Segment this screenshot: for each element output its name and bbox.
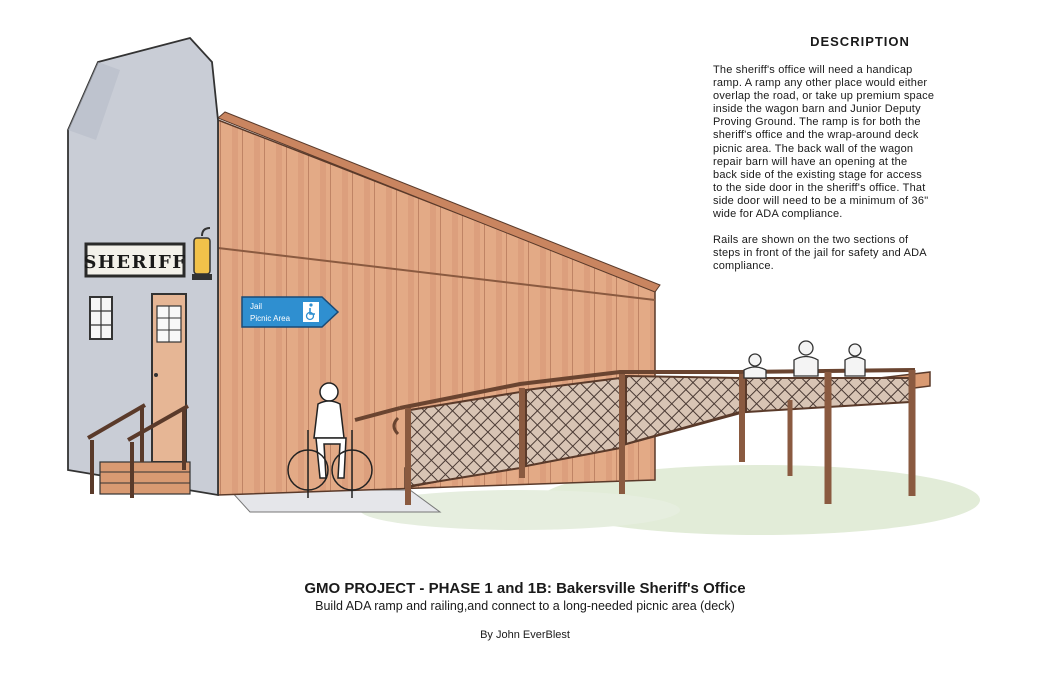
caption-title: GMO PROJECT - PHASE 1 and 1B: Bakersville Sheriff's Office: [304, 580, 746, 597]
wheelchair-icon: [303, 302, 319, 322]
direction-sign: [242, 297, 338, 327]
direction-sign-line2: Picnic Area: [250, 314, 291, 323]
description-paragraph: Rails are shown on the two sections of steps in front of the jail for safety and ADA compliance.: [713, 234, 927, 273]
caption-author: By John EverBlest: [480, 629, 570, 641]
description-paragraph: The sheriff's office will need a handicap ramp. A ramp any other place would either overlap the road, or take up premium space inside the wagon barn and Junior Deputy Proving Ground. The ramp is for both the sheriff's office and the wrap-around deck picnic area. The back wall of the wagon repair barn will have an opening at the back side of the existing stage for access to the side door in the sheriff's office. That side door will need to be a minimum of 36" wide for ADA compliance.: [713, 64, 935, 221]
description-heading: DESCRIPTION: [810, 34, 910, 49]
caption-subtitle: Build ADA ramp and railing,and connect to a long-needed picnic area (deck): [315, 599, 735, 613]
sheriff-sign-text: SHERIFF: [83, 252, 187, 273]
picnic-people: [744, 341, 865, 378]
office-window: [90, 297, 112, 339]
description-body: [713, 64, 1003, 286]
office-door: [152, 294, 186, 462]
direction-sign-line1: Jail: [250, 302, 263, 311]
sheriff-sign: [83, 244, 186, 276]
